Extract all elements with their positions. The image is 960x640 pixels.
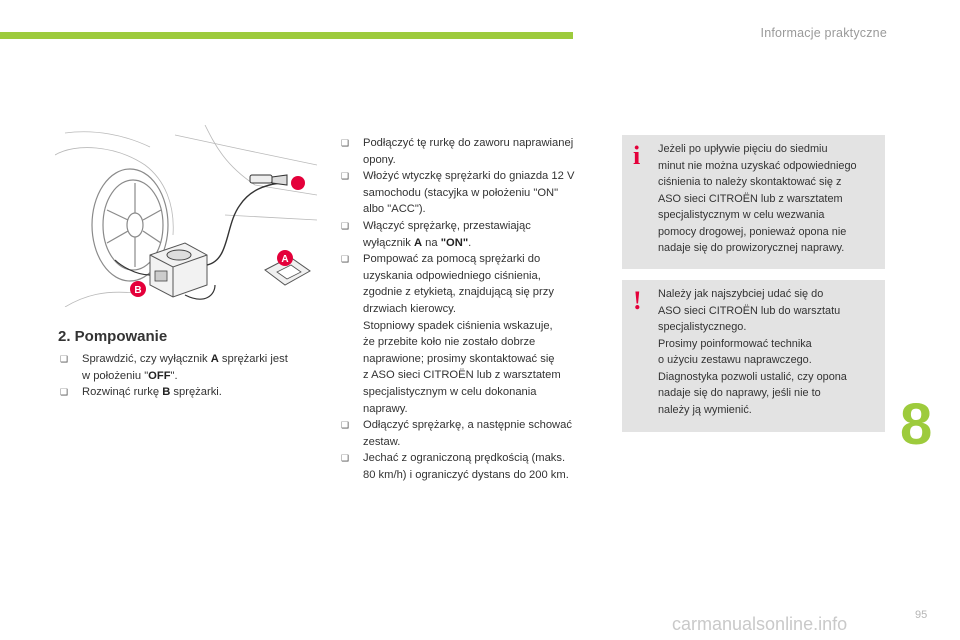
list-item: ❑ Odłączyć sprężarkę, a następnie schować zestaw. [341,419,572,448]
checkbox-bullet-icon: ❑ [60,387,69,398]
warning-box [622,280,885,432]
list-item: ❑ Rozwinąć rurkę B sprężarki. [60,384,320,401]
checkbox-bullet-icon: ❑ [341,453,350,464]
list-item: ❑ Podłączyć tę rurkę do zaworu naprawianej opony. [341,137,574,166]
list-item: ❑ Włożyć wtyczkę sprężarki do gniazda 12 V samochodu (stacyjka w położeniu "ON" albo "ACC"). [341,170,575,216]
section-heading: 2. Pompowanie [58,328,168,345]
svg-text:B: B [134,285,142,296]
plug-icon [250,175,305,190]
checkbox-bullet-icon: ❑ [60,354,69,364]
info-box [622,135,885,269]
list-item: ❑ Jechać z ograniczoną prędkością (maks. 80 km/h) i ograniczyć dystans do 200 km. [341,452,569,481]
checkbox-bullet-icon: ❑ [341,220,350,231]
checkbox-bullet-icon: ❑ [341,171,350,182]
list-item: ❑ Sprawdzić, czy wyłącznik A sprężarki jest w położeniu "OFF". [60,353,288,382]
section-title: Informacje praktyczne [760,26,887,40]
page-number: 95 [915,609,928,621]
info-text: Jeżeli po upływie pięciu do siedmiu minut nie można uzyskać odpowiedniego ciśnienia to należy skontaktować się z ASO sieci CITROËN lub z warsztatem specjalistycznym w celu wezwania pomocy drogowej, ponieważ opona nie nadaje się do prowizorycznej naprawy. [658,143,857,254]
tire-repair-illustration [55,125,317,307]
info-icon: i [633,141,641,170]
checkbox-bullet-icon: ❑ [341,138,350,148]
checkbox-bullet-icon: ❑ [341,420,350,431]
header-accent-bar [0,32,573,39]
svg-text:A: A [281,254,289,265]
label-b-marker [130,281,146,297]
compressor-icon [150,243,207,297]
warning-text: Należy jak najszybciej udać się do ASO sieci CITROËN lub do warsztatu specjalistycznego. Prosimy poinformować technika o użyciu zestawu naprawczego. Diagnostyka pozwoli ustalić, czy opona nadaje się do naprawy, jeśli nie to należy ją wymienić. [658,288,847,416]
left-steps-list [60,351,320,401]
chapter-number: 8 [900,392,933,457]
label-a-marker [277,250,293,266]
watermark: carmanualsonline.info [672,614,848,634]
warning-icon: ! [633,286,642,315]
checkbox-bullet-icon: ❑ [341,254,350,265]
list-item: ❑ Pompować za pomocą sprężarki do uzyskania odpowiedniego ciśnienia, zgodnie z etykietą, znajdującą się przy drzwiach kierowcy. Stopniowy spadek ciśnienia wskazuje, że przebite koło nie zostało dobrze naprawione; prosimy skontaktować się z ASO sieci CITROËN lub z warsztatem specjalistycznym w celu dokonania naprawy. [341,253,561,415]
list-item: ❑ Włączyć sprężarkę, przestawiając wyłącznik A na "ON". [341,219,531,249]
middle-steps-list [341,135,609,483]
